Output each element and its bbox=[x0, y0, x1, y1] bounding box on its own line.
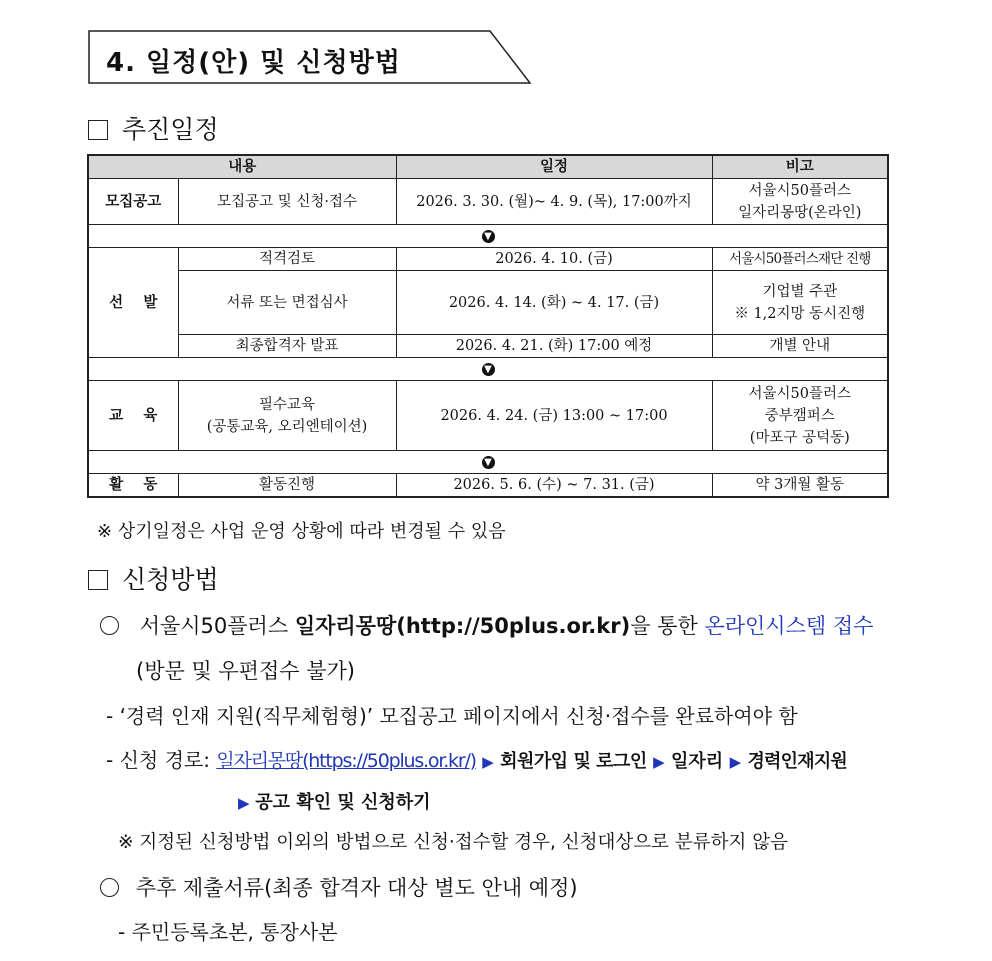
triangle-right-icon: ▶ bbox=[238, 794, 250, 812]
cell-content: 서류 또는 면접심사 bbox=[178, 271, 396, 335]
cell-note bbox=[712, 271, 888, 335]
cat-edu: 교 육 bbox=[88, 381, 178, 451]
apply-line-2: - ‘경력 인재 지원(직무체험형)’ 모집공고 페이지에서 신청·접수를 완료하여야 함 bbox=[106, 704, 798, 728]
note-line: 서울시50플러스 bbox=[748, 385, 852, 402]
cell-note bbox=[712, 179, 888, 225]
cat-select: 선 발 bbox=[88, 248, 178, 358]
docs-line bbox=[100, 872, 578, 902]
docs-text: 추후 제출서류(최종 합격자 대상 별도 안내 예정) bbox=[135, 876, 578, 900]
note-line: 중부캠퍼스 bbox=[764, 407, 835, 424]
cell-content: 모집공고 및 신청·접수 bbox=[178, 179, 396, 225]
header-content: 내용 bbox=[88, 155, 396, 179]
note-line: 기업별 주관 bbox=[762, 283, 838, 300]
cell-date: 2026. 5. 6. (수) ~ 7. 31. (금) bbox=[396, 474, 712, 498]
header-note: 비고 bbox=[712, 155, 888, 179]
schedule-heading-text: 추진일정 bbox=[122, 115, 219, 144]
triangle-right-icon: ▶ bbox=[482, 753, 494, 771]
note-line: (마포구 공덕동) bbox=[749, 429, 850, 446]
text-seg: 을 통한 bbox=[630, 614, 705, 638]
table-row bbox=[88, 271, 888, 335]
apply-route-2 bbox=[238, 788, 431, 814]
route-step: 회원가입 및 로그인 bbox=[500, 751, 647, 772]
triangle-right-icon: ▶ bbox=[653, 753, 665, 771]
apply-line-1b: (방문 및 우편접수 불가) bbox=[136, 659, 355, 683]
schedule-heading bbox=[88, 110, 219, 146]
note-line: 일자리몽땅(온라인) bbox=[738, 204, 862, 221]
text-seg: 서울시50플러스 bbox=[139, 614, 295, 638]
note-line: ※ 1,2지망 동시진행 bbox=[734, 305, 866, 322]
table-row bbox=[88, 335, 888, 358]
cat-recruit: 모집공고 bbox=[88, 179, 178, 225]
cell-date: 2026. 4. 10. (금) bbox=[396, 248, 712, 271]
online-system-text: 온라인시스템 접수 bbox=[704, 614, 874, 638]
circle-bullet-icon bbox=[100, 616, 119, 635]
apply-line-1 bbox=[100, 610, 873, 640]
cell-note bbox=[712, 381, 888, 451]
arrow-row bbox=[88, 451, 888, 474]
cell-note: 약 3개월 활동 bbox=[712, 474, 888, 498]
cell-content bbox=[178, 381, 396, 451]
table-row bbox=[88, 474, 888, 498]
triangle-right-icon: ▶ bbox=[729, 753, 742, 771]
route-label: - 신청 경로: bbox=[106, 748, 217, 772]
schedule-table bbox=[87, 154, 889, 498]
apply-heading-text: 신청방법 bbox=[122, 565, 219, 594]
docs-item: - 주민등록초본, 통장사본 bbox=[118, 920, 338, 944]
cell-content: 적격검토 bbox=[178, 248, 396, 271]
down-arrow-icon: ▼ bbox=[482, 363, 495, 376]
table-row bbox=[88, 179, 888, 225]
content-line: (공통교육, 오리엔테이션) bbox=[206, 418, 368, 435]
route-step: 일자리 bbox=[671, 751, 724, 772]
header-date: 일정 bbox=[396, 155, 712, 179]
apply-heading bbox=[88, 560, 219, 596]
arrow-row bbox=[88, 225, 888, 248]
square-bullet-icon bbox=[88, 120, 108, 140]
route-step: 경력인재지원 bbox=[747, 751, 847, 772]
cell-note: 서울시50플러스재단 진행 bbox=[712, 248, 888, 271]
route-link[interactable]: 일자리몽땅(https://50plus.or.kr/) bbox=[216, 750, 476, 772]
route-step: 공고 확인 및 신청하기 bbox=[255, 792, 431, 813]
site-name: 일자리몽땅(http://50plus.or.kr) bbox=[294, 614, 631, 638]
cat-activity: 활 동 bbox=[88, 474, 178, 498]
cell-date: 2026. 3. 30. (월)~ 4. 9. (목), 17:00까지 bbox=[396, 179, 712, 225]
cell-date: 2026. 4. 14. (화) ~ 4. 17. (금) bbox=[396, 271, 712, 335]
square-bullet-icon bbox=[88, 570, 108, 590]
down-arrow-icon: ▼ bbox=[482, 230, 495, 243]
circle-bullet-icon bbox=[100, 878, 119, 897]
schedule-footnote: ※ 상기일정은 사업 운영 상황에 따라 변경될 수 있음 bbox=[97, 521, 506, 542]
apply-route bbox=[106, 744, 847, 773]
cell-note: 개별 안내 bbox=[712, 335, 888, 358]
note-line: 서울시50플러스 bbox=[748, 182, 852, 199]
table-row bbox=[88, 248, 888, 271]
content-line: 필수교육 bbox=[258, 396, 316, 413]
table-header-row bbox=[88, 155, 888, 179]
section-title: 4. 일정(안) 및 신청방법 bbox=[106, 48, 401, 78]
arrow-row bbox=[88, 358, 888, 381]
cell-content: 활동진행 bbox=[178, 474, 396, 498]
down-arrow-icon: ▼ bbox=[482, 456, 495, 469]
apply-warning: ※ 지정된 신청방법 이외의 방법으로 신청·접수할 경우, 신청대상으로 분류하지 않음 bbox=[118, 832, 788, 853]
cell-date: 2026. 4. 24. (금) 13:00 ~ 17:00 bbox=[396, 381, 712, 451]
cell-date: 2026. 4. 21. (화) 17:00 예정 bbox=[396, 335, 712, 358]
section-title-box bbox=[88, 30, 532, 84]
table-row bbox=[88, 381, 888, 451]
cell-content: 최종합격자 발표 bbox=[178, 335, 396, 358]
